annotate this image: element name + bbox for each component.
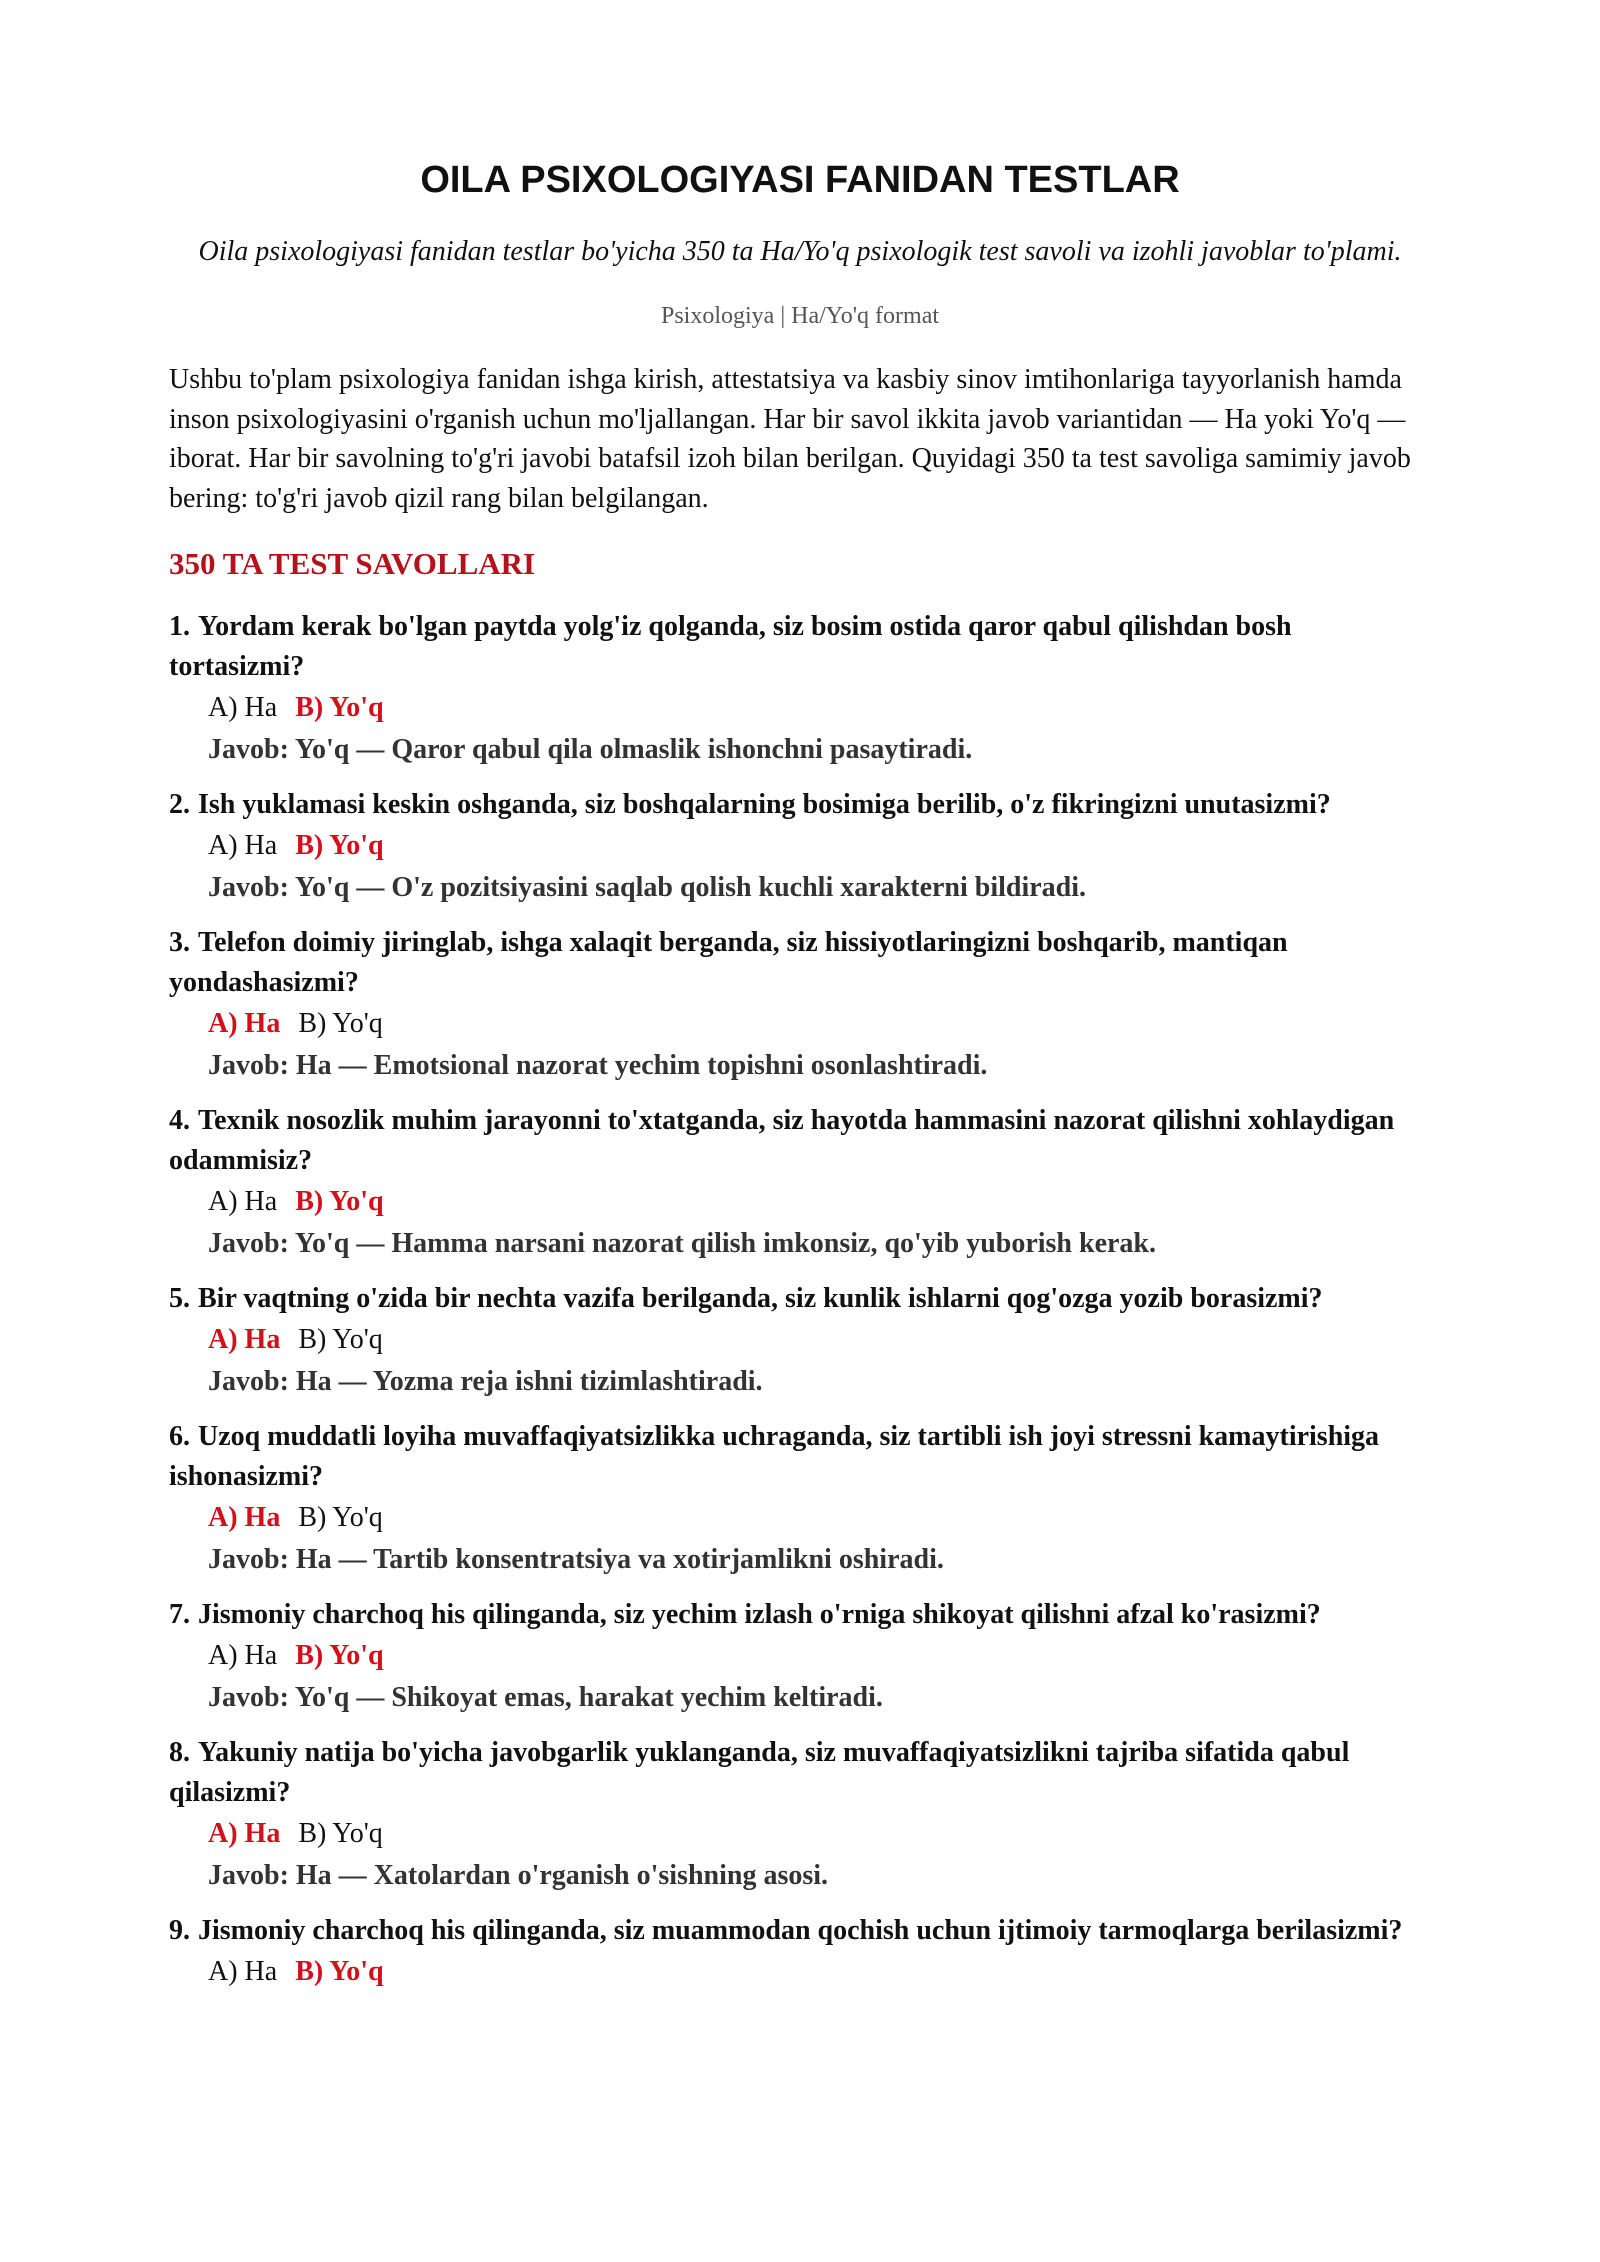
option-a[interactable]: A) Ha	[208, 1186, 278, 1217]
question-item	[169, 923, 1431, 1087]
question-number: 9.	[169, 1915, 190, 1946]
option-b[interactable]: B) Yo'q	[295, 1640, 384, 1671]
question-list	[169, 607, 1431, 1993]
answer-explanation: Javob: Yo'q — O'z pozitsiyasini saqlab qolish kuchli xarakterni bildiradi.	[208, 872, 1087, 903]
question-item	[169, 1417, 1431, 1581]
option-a[interactable]: A) Ha	[208, 1008, 281, 1039]
question-body: Jismoniy charchoq his qilinganda, siz muammodan qochish uchun ijtimoiy tarmoqlarga berilasizmi?	[198, 1915, 1403, 1946]
answer-options	[208, 1635, 1431, 1677]
answer-explanation: Javob: Ha — Tartib konsentratsiya va xotirjamlikni oshiradi.	[208, 1544, 944, 1575]
question-number: 6.	[169, 1421, 190, 1452]
option-a[interactable]: A) Ha	[208, 692, 278, 723]
question-text	[169, 1595, 1431, 1635]
question-number: 8.	[169, 1737, 190, 1768]
question-text	[169, 785, 1431, 825]
question-body: Texnik nosozlik muhim jarayonni to'xtatganda, siz hayotda hammasini nazorat qilishni xohlaydigan odammisiz?	[169, 1105, 1395, 1176]
question-body: Uzoq muddatli loyiha muvaffaqiyatsizlikka uchraganda, siz tartibli ish joyi stressni kamaytirishiga ishonasizmi?	[169, 1421, 1380, 1492]
option-b[interactable]: B) Yo'q	[298, 1502, 383, 1533]
answer-options	[208, 1003, 1431, 1045]
question-item	[169, 1595, 1431, 1719]
answer-options	[208, 1319, 1431, 1361]
answer-explanation: Javob: Ha — Emotsional nazorat yechim topishni osonlashtiradi.	[208, 1050, 988, 1081]
answer-explanation: Javob: Yo'q — Shikoyat emas, harakat yechim keltiradi.	[208, 1682, 883, 1713]
question-item	[169, 607, 1431, 771]
document-subtitle: Oila psixologiyasi fanidan testlar bo'yicha 350 ta Ha/Yo'q psixologik test savoli va izohli javoblar to'plami.	[198, 236, 1402, 267]
answer-options	[208, 825, 1431, 867]
document-meta: Psixologiya | Ha/Yo'q format	[660, 303, 940, 329]
option-b[interactable]: B) Yo'q	[295, 1186, 384, 1217]
question-text	[169, 923, 1431, 1003]
option-b[interactable]: B) Yo'q	[295, 692, 384, 723]
intro-paragraph: Ushbu to'plam psixologiya fanidan ishga kirish, attestatsiya va kasbiy sinov imtihonlariga tayyorlanish hamda inson psixologiyasini o'rganish uchun mo'ljallangan. Har bir savol ikkita javob variantidan — Ha yoki Yo'q — iborat. Har bir savolning to'g'ri javobi batafsil izoh bilan berilgan. Quyidagi 350 ta test savoliga samimiy javob bering: to'g'ri javob qizil rang bilan belgilangan.	[169, 364, 1411, 514]
answer-options	[208, 1497, 1431, 1539]
answer-explanation: Javob: Ha — Xatolardan o'rganish o'sishning asosi.	[208, 1860, 829, 1891]
answer-explanation: Javob: Yo'q — Hamma narsani nazorat qilish imkonsiz, qo'yib yuborish kerak.	[208, 1228, 1157, 1259]
option-a[interactable]: A) Ha	[208, 1502, 281, 1533]
answer-options	[208, 1951, 1431, 1993]
answer-explanation: Javob: Ha — Yozma reja ishni tizimlashtiradi.	[208, 1366, 763, 1397]
question-body: Bir vaqtning o'zida bir nechta vazifa berilganda, siz kunlik ishlarni qog'ozga yozib borasizmi?	[198, 1283, 1323, 1314]
document-page	[169, 0, 1431, 2007]
option-b[interactable]: B) Yo'q	[298, 1008, 383, 1039]
question-text	[169, 607, 1431, 687]
question-body: Telefon doimiy jiringlab, ishga xalaqit berganda, siz hissiyotlaringizni boshqarib, mantiqan yondashasizmi?	[169, 927, 1288, 998]
option-a[interactable]: A) Ha	[208, 1956, 278, 1987]
option-b[interactable]: B) Yo'q	[295, 830, 384, 861]
question-body: Ish yuklamasi keskin oshganda, siz boshqalarning bosimiga berilib, o'z fikringizni unutasizmi?	[198, 789, 1331, 820]
question-body: Yordam kerak bo'lgan paytda yolg'iz qolganda, siz bosim ostida qaror qabul qilishdan bosh tortasizmi?	[169, 611, 1292, 682]
question-text	[169, 1733, 1431, 1813]
option-b[interactable]: B) Yo'q	[295, 1956, 384, 1987]
question-number: 5.	[169, 1283, 190, 1314]
answer-options	[208, 1181, 1431, 1223]
question-number: 1.	[169, 611, 190, 642]
question-text	[169, 1101, 1431, 1181]
question-number: 3.	[169, 927, 190, 958]
option-a[interactable]: A) Ha	[208, 1640, 278, 1671]
answer-options	[208, 687, 1431, 729]
question-item	[169, 1279, 1431, 1403]
document-title: OILA PSIXOLOGIYASI FANIDAN TESTLAR	[420, 159, 1180, 201]
option-b[interactable]: B) Yo'q	[298, 1818, 383, 1849]
option-a[interactable]: A) Ha	[208, 1818, 281, 1849]
answer-options	[208, 1813, 1431, 1855]
option-a[interactable]: A) Ha	[208, 1324, 281, 1355]
question-body: Jismoniy charchoq his qilinganda, siz yechim izlash o'rniga shikoyat qilishni afzal ko'rasizmi?	[198, 1599, 1321, 1630]
question-item	[169, 1733, 1431, 1897]
question-number: 2.	[169, 789, 190, 820]
question-body: Yakuniy natija bo'yicha javobgarlik yuklanganda, siz muvaffaqiyatsizlikni tajriba sifatida qabul qilasizmi?	[169, 1737, 1350, 1808]
question-text	[169, 1417, 1431, 1497]
question-number: 4.	[169, 1105, 190, 1136]
question-text	[169, 1911, 1431, 1951]
section-heading: 350 TA TEST SAVOLLARI	[169, 546, 536, 581]
question-number: 7.	[169, 1599, 190, 1630]
answer-explanation: Javob: Yo'q — Qaror qabul qila olmaslik ishonchni pasaytiradi.	[208, 734, 973, 765]
question-item	[169, 785, 1431, 909]
question-item	[169, 1911, 1431, 1993]
question-text	[169, 1279, 1431, 1319]
option-a[interactable]: A) Ha	[208, 830, 278, 861]
question-item	[169, 1101, 1431, 1265]
option-b[interactable]: B) Yo'q	[298, 1324, 383, 1355]
